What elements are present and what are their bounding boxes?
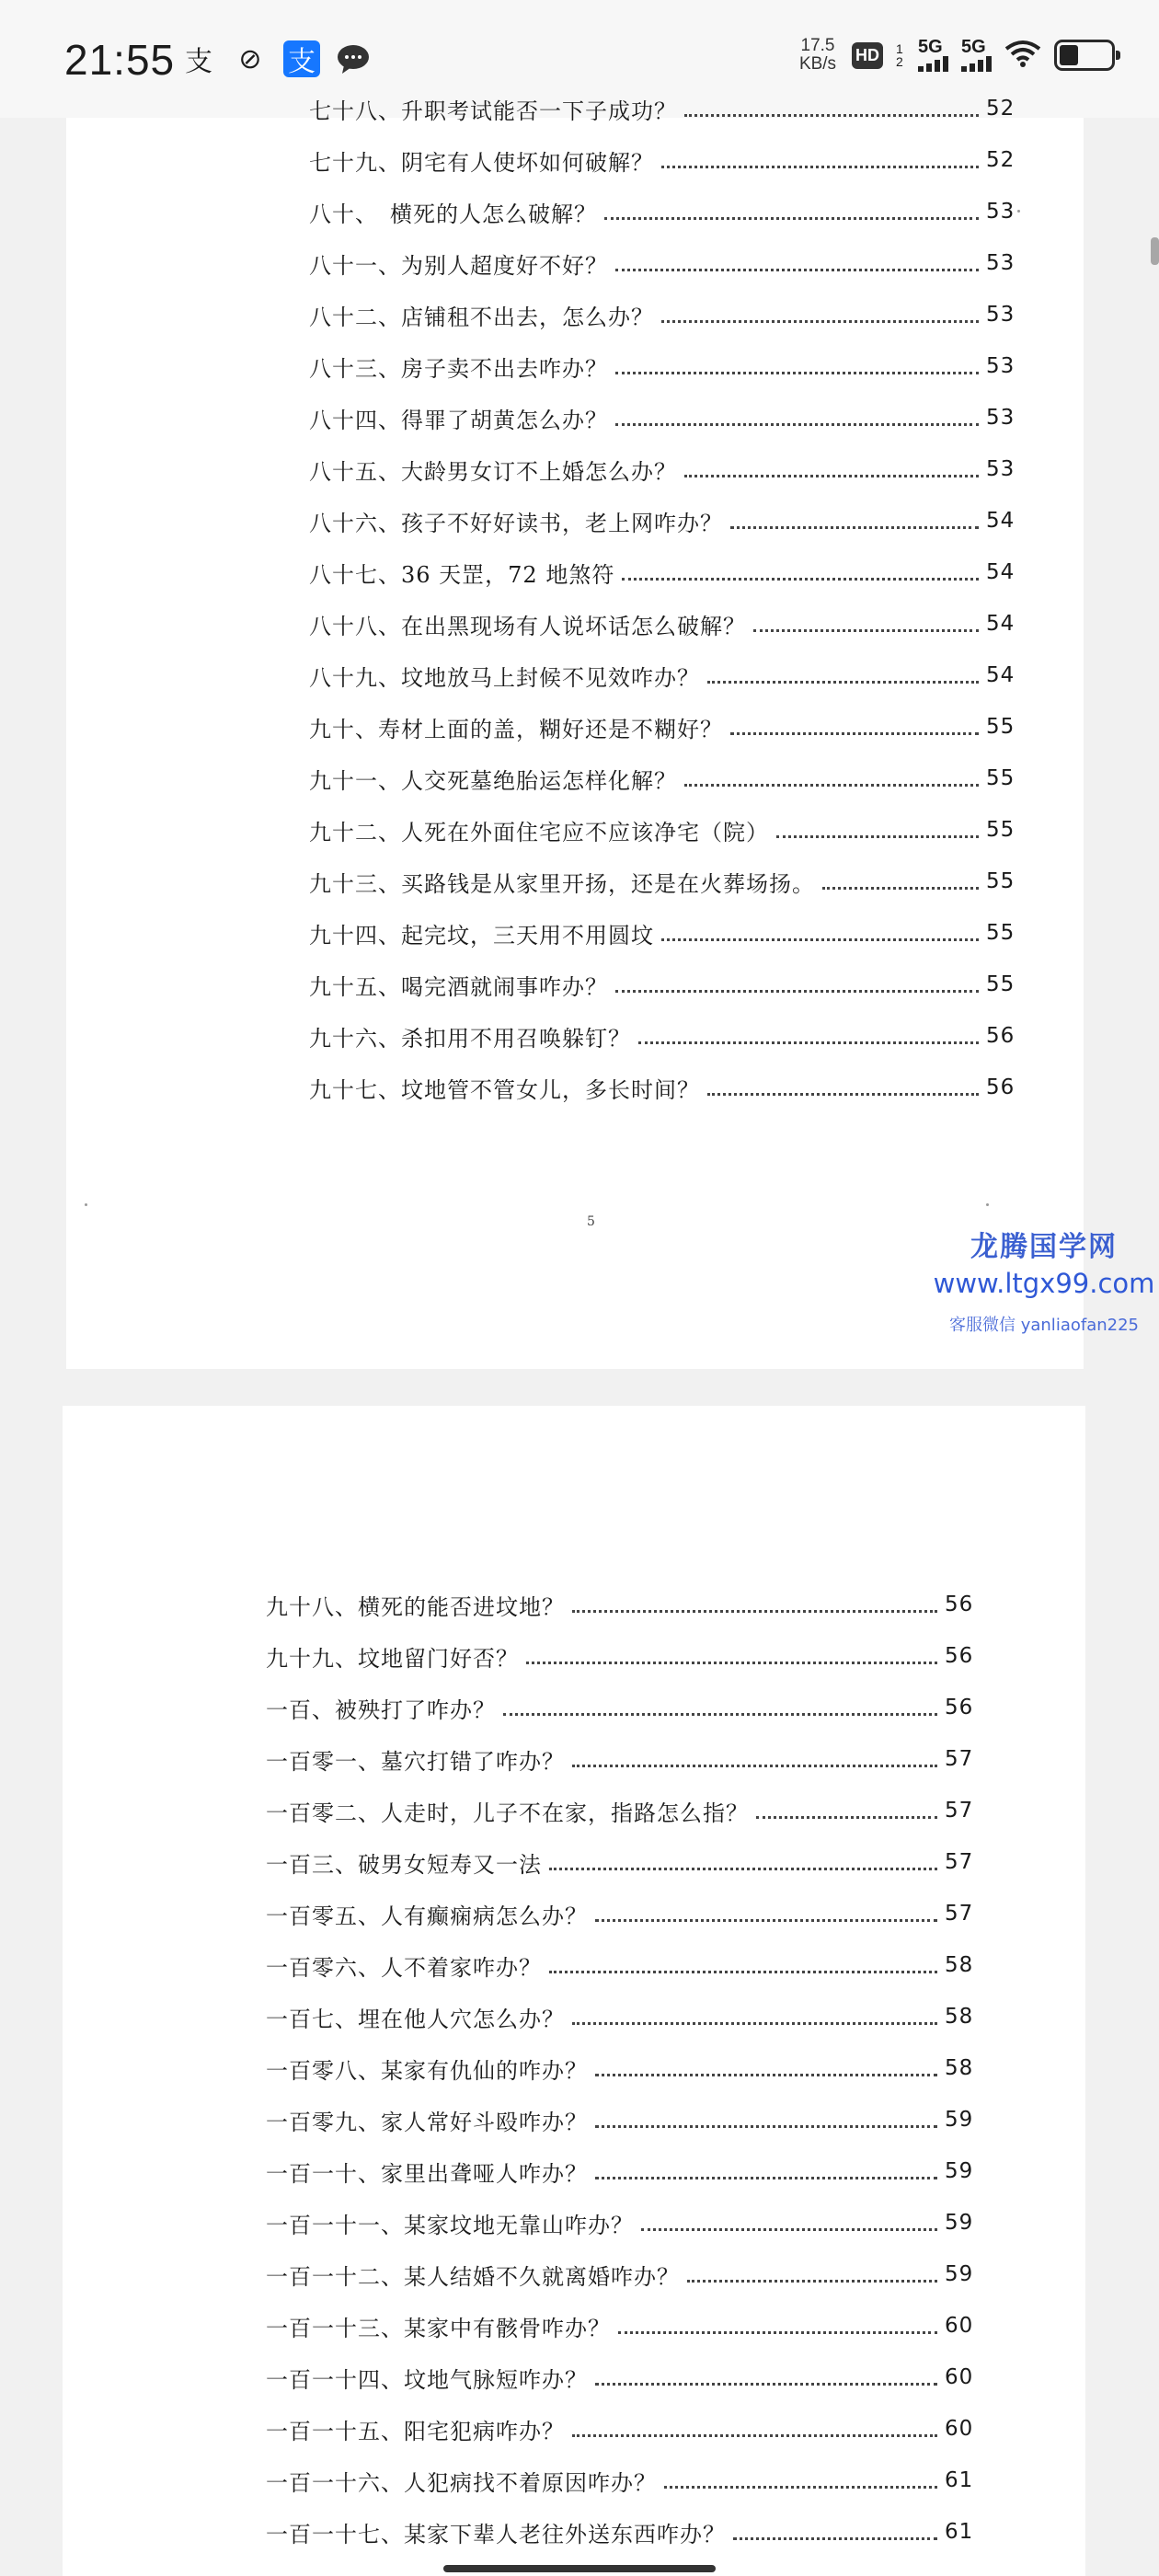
- toc-dot-leader: [595, 2153, 937, 2179]
- toc-entry-title: 九十三、买路钱是从家里开扬，还是在火葬场扬。: [309, 870, 815, 897]
- toc-dot-leader: [622, 554, 979, 581]
- toc-dot-leader: [526, 1638, 937, 1664]
- toc-entry-page: 59: [945, 2108, 974, 2132]
- toc-entry-title: 一百零九、家人常好斗殴咋办？: [266, 2109, 588, 2135]
- toc-dot-leader: [707, 657, 979, 684]
- toc-entry-title: 八十七、36 天罡，72 地煞符: [309, 561, 615, 588]
- toc-entry-page: 54: [986, 509, 1016, 533]
- toc-entry-page: 57: [945, 1850, 974, 1874]
- toc-entry-page: 55: [986, 715, 1016, 739]
- toc-entry[interactable]: [309, 1069, 1014, 1106]
- signal-5g-icon: 5G: [961, 39, 992, 72]
- toc-entry-title: 一百一十四、坟地气脉短咋办？: [266, 2366, 588, 2393]
- toc-entry-page: 56: [986, 1075, 1016, 1099]
- site-watermark: [929, 1224, 1159, 1336]
- toc-entry[interactable]: [266, 1638, 972, 1674]
- toc-entry-title: 一百零二、人走时，儿子不在家，指路怎么指？: [266, 1800, 749, 1826]
- toc-entry[interactable]: [266, 1844, 972, 1880]
- toc-entry-page: 54: [986, 663, 1016, 687]
- toc-entry-title: 一百一十二、某人结婚不久就离婚咋办？: [266, 2263, 680, 2290]
- toc-entry-title: 九十九、坟地留门好否？: [266, 1645, 519, 1672]
- toc-dot-leader: [549, 1844, 937, 1870]
- toc-entry-title: 一百零八、某家有仇仙的咋办？: [266, 2057, 588, 2084]
- watermark-url: www.ltgx99.com: [933, 1268, 1155, 1299]
- toc-entry-title: 一百一十一、某家坟地无靠山咋办？: [266, 2212, 634, 2238]
- toc-entry-page: 56: [945, 1593, 974, 1616]
- toc-entry[interactable]: [309, 863, 1014, 900]
- leaf-app-icon: ⊘: [238, 43, 262, 75]
- toc-dot-leader: [618, 2307, 937, 2334]
- toc-entry[interactable]: [309, 1018, 1014, 1054]
- toc-entry-page: 60: [945, 2417, 974, 2441]
- clock: 21:55: [64, 36, 176, 84]
- toc-entry-title: 八十三、房子卖不出去咋办？: [309, 355, 608, 382]
- toc-dot-leader: [572, 1741, 937, 1767]
- toc-entry-page: 55: [986, 869, 1016, 893]
- toc-entry[interactable]: [309, 451, 1014, 488]
- toc-entry[interactable]: [266, 2410, 972, 2447]
- toc-entry-page: 52: [986, 97, 1016, 121]
- toc-dot-leader: [595, 2101, 937, 2128]
- toc-entry[interactable]: [266, 2256, 972, 2293]
- toc-entry-title: 一百七、埋在他人穴怎么办？: [266, 2006, 565, 2032]
- toc-dot-leader: [661, 296, 979, 323]
- toc-entry[interactable]: [266, 2204, 972, 2241]
- toc-entry-page: 57: [945, 1799, 974, 1823]
- hd-voice-icon: HD: [852, 42, 883, 69]
- toc-entry[interactable]: [266, 2462, 972, 2499]
- toc-entry-title: 七十九、阴宅有人使坏如何破解？: [309, 149, 654, 176]
- toc-entry-page: 61: [945, 2520, 974, 2544]
- toc-entry[interactable]: [309, 142, 1014, 178]
- toc-entry[interactable]: [266, 1586, 972, 1623]
- toc-entry[interactable]: [266, 1741, 972, 1777]
- toc-dot-leader: [615, 245, 979, 271]
- toc-dot-leader: [615, 399, 979, 426]
- toc-entry-title: 九十七、坟地管不管女儿，多长时间？: [309, 1076, 700, 1103]
- toc-dot-leader: [572, 1998, 937, 2025]
- toc-entry-title: 八十、 横死的人怎么破解？: [309, 201, 597, 227]
- toc-entry-page: 55: [986, 921, 1016, 945]
- toc-entry-title: 一百一十、家里出聋哑人咋办？: [266, 2160, 588, 2187]
- toc-dot-leader: [776, 811, 979, 838]
- notification-icons: [180, 40, 372, 77]
- toc-entry-page: 53: [986, 200, 1016, 224]
- toc-entry-title: 一百零一、墓穴打错了咋办？: [266, 1748, 565, 1775]
- message-bubble-icon: [335, 40, 372, 77]
- toc-entry[interactable]: [266, 1895, 972, 1932]
- toc-entry[interactable]: [309, 760, 1014, 797]
- battery-icon: [1054, 40, 1115, 71]
- toc-entry[interactable]: [266, 2513, 972, 2550]
- toc-entry[interactable]: [266, 1689, 972, 1726]
- toc-entry[interactable]: [309, 348, 1014, 385]
- signal-bars-icon: [961, 55, 992, 72]
- toc-entry[interactable]: [266, 1998, 972, 2035]
- scan-speck: [1017, 210, 1020, 213]
- toc-entry[interactable]: [309, 90, 1014, 127]
- toc-entry-page: 58: [945, 2056, 974, 2080]
- toc-dot-leader: [595, 2050, 937, 2076]
- toc-dot-leader: [595, 2359, 937, 2386]
- toc-dot-leader: [638, 1018, 979, 1044]
- toc-entry[interactable]: [266, 2153, 972, 2190]
- toc-entry-title: 八十一、为别人超度好不好？: [309, 252, 608, 279]
- toc-dot-leader: [572, 1586, 937, 1613]
- toc-dot-leader: [730, 708, 979, 735]
- toc-entry-title: 一百一十五、阳宅犯病咋办？: [266, 2418, 565, 2444]
- toc-entry[interactable]: [309, 914, 1014, 951]
- toc-dot-leader: [604, 193, 979, 220]
- toc-entry-title: 八十二、店铺租不出去，怎么办？: [309, 304, 654, 330]
- toc-entry[interactable]: [309, 245, 1014, 282]
- toc-entry-page: 60: [945, 2314, 974, 2338]
- toc-dot-leader: [661, 142, 979, 168]
- toc-entry-page: 61: [945, 2468, 974, 2492]
- scan-speck: [986, 1203, 989, 1206]
- toc-dot-leader: [822, 863, 979, 890]
- toc-entry[interactable]: [266, 2307, 972, 2344]
- toc-dot-leader: [684, 451, 979, 477]
- watermark-title: 龙腾国学网: [970, 1231, 1118, 1263]
- toc-entry-title: 一百、被殃打了咋办？: [266, 1696, 496, 1723]
- toc-entry[interactable]: [309, 966, 1014, 1003]
- toc-entry-title: 九十二、人死在外面住宅应不应该净宅（院）: [309, 819, 769, 845]
- toc-dot-leader: [595, 1895, 937, 1922]
- toc-entry[interactable]: [266, 1947, 972, 1984]
- toc-dot-leader: [549, 1947, 937, 1973]
- toc-entry-title: 七十八、升职考试能否一下子成功？: [309, 98, 677, 124]
- toc-dot-leader: [707, 1069, 979, 1096]
- toc-entry-page: 54: [986, 612, 1016, 636]
- scan-speck: [85, 1203, 87, 1206]
- toc-entry-title: 八十五、大龄男女订不上婚怎么办？: [309, 458, 677, 485]
- toc-entry-page: 56: [986, 1024, 1016, 1048]
- toc-entry-page: 53: [986, 251, 1016, 275]
- toc-entry[interactable]: [309, 811, 1014, 848]
- page-number: 5: [587, 1214, 595, 1229]
- toc-dot-leader: [615, 348, 979, 374]
- toc-entry[interactable]: [309, 193, 1014, 230]
- toc-entry-title: 八十四、得罪了胡黄怎么办？: [309, 407, 608, 433]
- toc-entry-page: 55: [986, 972, 1016, 996]
- toc-entry-page: 55: [986, 818, 1016, 842]
- toc-dot-leader: [730, 502, 979, 529]
- toc-dot-leader: [503, 1689, 937, 1716]
- toc-dot-leader: [684, 90, 979, 117]
- toc-entry-page: 53: [986, 457, 1016, 481]
- toc-entry[interactable]: [266, 2050, 972, 2087]
- toc-entry-page: 56: [945, 1696, 974, 1719]
- alipay-outline-icon: 支: [185, 47, 212, 77]
- toc-entry[interactable]: [266, 2101, 972, 2138]
- toc-entry-title: 八十八、在出黑现场有人说坏话怎么破解？: [309, 613, 746, 639]
- network-speed: 17.5 KB/s: [798, 36, 837, 74]
- toc-entry[interactable]: [309, 296, 1014, 333]
- toc-entry-page: 55: [986, 766, 1016, 790]
- toc-dot-leader: [641, 2204, 937, 2231]
- toc-entry-title: 九十六、杀扣用不用召唤躲钉？: [309, 1025, 631, 1052]
- toc-entry-page: 56: [945, 1644, 974, 1668]
- toc-entry-page: 53: [986, 303, 1016, 327]
- scrollbar-thumb[interactable]: [1151, 237, 1159, 265]
- toc-dot-leader: [661, 914, 979, 941]
- toc-entry[interactable]: [309, 657, 1014, 694]
- signal-5g-icon: 5G: [918, 39, 948, 72]
- toc-entry-page: 58: [945, 2005, 974, 2029]
- toc-entry-title: 一百一十三、某家中有骸骨咋办？: [266, 2315, 611, 2341]
- toc-dot-leader: [753, 605, 979, 632]
- toc-entry-title: 八十六、孩子不好好读书，老上网咋办？: [309, 510, 723, 536]
- toc-entry-title: 九十八、横死的能否进坟地？: [266, 1593, 565, 1620]
- toc-dot-leader: [684, 760, 979, 787]
- toc-entry[interactable]: [266, 1792, 972, 1829]
- toc-entry-title: 一百零五、人有癫痫病怎么办？: [266, 1903, 588, 1929]
- toc-entry-page: 60: [945, 2365, 974, 2389]
- toc-entry-page: 53: [986, 354, 1016, 378]
- toc-dot-leader: [615, 966, 979, 993]
- toc-entry-page: 59: [945, 2262, 974, 2286]
- toc-dot-leader: [572, 2410, 937, 2437]
- toc-entry[interactable]: [309, 605, 1014, 642]
- document-page-6: [63, 1406, 1085, 2576]
- toc-entry-title: 一百一十七、某家下辈人老往外送东西咋办？: [266, 2521, 726, 2547]
- toc-entry-title: 九十五、喝完酒就闹事咋办？: [309, 973, 608, 1000]
- signal-bars-icon: [918, 55, 948, 72]
- toc-entry[interactable]: [266, 2359, 972, 2396]
- toc-entry[interactable]: [309, 554, 1014, 591]
- toc-entry[interactable]: [309, 399, 1014, 436]
- toc-entry-title: 一百零六、人不着家咋办？: [266, 1954, 542, 1981]
- toc-entry-page: 57: [945, 1747, 974, 1771]
- toc-dot-leader: [733, 2513, 937, 2540]
- toc-entry-page: 52: [986, 148, 1016, 172]
- toc-entry-title: 九十、寿材上面的盖，糊好还是不糊好？: [309, 716, 723, 742]
- wifi-icon: [1004, 40, 1041, 72]
- toc-entry-title: 八十九、坟地放马上封候不见效咋办？: [309, 664, 700, 691]
- toc-entry-title: 一百三、破男女短寿又一法: [266, 1851, 542, 1878]
- toc-entry-page: 58: [945, 1953, 974, 1977]
- toc-entry[interactable]: [309, 708, 1014, 745]
- toc-entry-page: 57: [945, 1902, 974, 1926]
- toc-entry[interactable]: [309, 502, 1014, 539]
- document-page-5: [66, 97, 1084, 1369]
- toc-entry-title: 九十一、人交死墓绝胎运怎样化解？: [309, 767, 677, 794]
- sim-index: 1 2: [896, 41, 903, 69]
- toc-entry-page: 53: [986, 406, 1016, 430]
- toc-dot-leader: [756, 1792, 937, 1819]
- toc-entry-title: 一百一十六、人犯病找不着原因咋办？: [266, 2469, 657, 2496]
- toc-dot-leader: [687, 2256, 937, 2283]
- toc-entry-title: 九十四、起完坟，三天用不用圆坟: [309, 922, 654, 949]
- toc-entry-page: 54: [986, 560, 1016, 584]
- home-indicator[interactable]: [443, 2565, 716, 2572]
- watermark-contact: 客服微信 yanliaofan225: [949, 1316, 1139, 1335]
- toc-entry-page: 59: [945, 2159, 974, 2183]
- alipay-icon: 支: [283, 40, 320, 77]
- toc-dot-leader: [664, 2462, 937, 2489]
- toc-entry-page: 59: [945, 2211, 974, 2235]
- system-indicators: [797, 37, 1115, 74]
